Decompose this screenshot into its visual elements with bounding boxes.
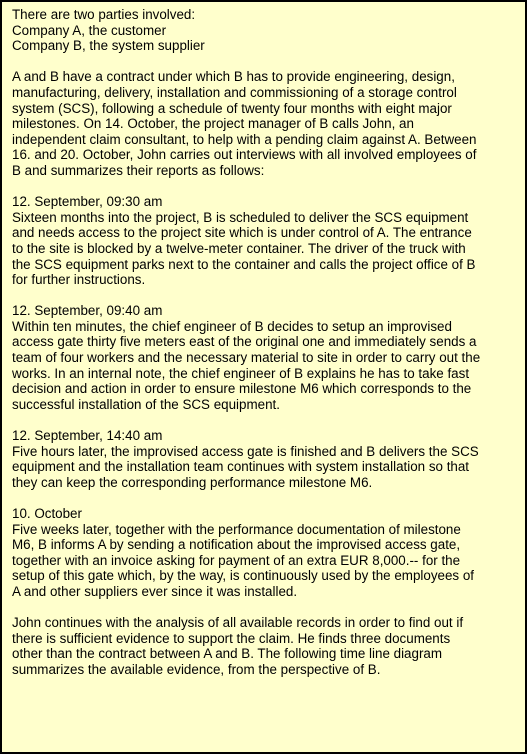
text-line: M6, B informs A by sending a notification about the improvised access gate, [12, 537, 461, 553]
text-line: A and B have a contract under which B has to provide engineering, design, [12, 69, 455, 85]
text-line: A and other suppliers ever since it was installed. [12, 583, 298, 599]
text-line: for further instructions. [12, 272, 146, 288]
text-line: they can keep the corresponding performance milestone M6. [12, 474, 373, 490]
text-line: system (SCS), following a schedule of twenty four months with eight major [12, 100, 452, 116]
text-line: and needs access to the project site which is under control of A. The entrance [12, 225, 472, 241]
text-line: access gate thirty five meters east of the original one and immediately sends a [12, 334, 477, 350]
paragraph-event-1 [12, 194, 519, 288]
paragraph-event-3 [12, 428, 519, 490]
text-line: decision and action in order to ensure milestone M6 which corresponds to the [12, 381, 472, 397]
text-line: summarizes the available evidence, from the perspective of B. [12, 661, 381, 677]
text-line: Within ten minutes, the chief engineer of B decides to setup an improvised [12, 318, 452, 334]
text-line: B and summarizes their reports as follows: [12, 162, 265, 178]
text-line: Five hours later, the improvised access gate is finished and B delivers the SCS [12, 443, 479, 459]
text-line: successful installation of the SCS equipment. [12, 396, 280, 412]
text-line: team of four workers and the necessary material to site in order to carry out the [12, 350, 481, 366]
paragraph-event-2 [12, 303, 519, 412]
text-line: There are two parties involved: [12, 7, 196, 22]
text-line: Company A, the customer [12, 22, 167, 38]
event-heading: 12. September, 09:40 am [12, 303, 163, 319]
event-heading: 12. September, 14:40 am [12, 428, 163, 444]
text-line: Sixteen months into the project, B is scheduled to deliver the SCS equipment [12, 209, 469, 225]
text-line: milestones. On 14. October, the project manager of B calls John, an [12, 116, 414, 132]
paragraph-event-4 [12, 506, 519, 600]
case-text [12, 7, 519, 678]
text-line: Five weeks later, together with the performance documentation of milestone [12, 521, 461, 537]
text-line: other than the contract between A and B. The following time line diagram [12, 646, 443, 662]
text-line: equipment and the installation team continues with system installation so that [12, 459, 470, 475]
text-line: independent claim consultant, to help with a pending claim against A. Between [12, 131, 477, 147]
text-line: John continues with the analysis of all available records in order to find out if [12, 615, 464, 631]
paragraph-parties [12, 7, 519, 54]
text-line: setup of this gate which, by the way, is continuously used by the employees of [12, 568, 474, 584]
event-heading: 10. October [12, 506, 82, 521]
text-line: there is sufficient evidence to support the claim. He finds three documents [12, 630, 451, 646]
text-line: 16. and 20. October, John carries out interviews with all involved employees of [12, 147, 477, 163]
paragraph-intro [12, 69, 519, 178]
text-line: manufacturing, delivery, installation and commissioning of a storage control [12, 84, 457, 100]
paragraph-conclusion [12, 615, 519, 677]
text-line: together with an invoice asking for payment of an extra EUR 8,000.-- for the [12, 552, 461, 568]
event-heading: 12. September, 09:30 am [12, 194, 163, 210]
text-line: to the site is blocked by a twelve-meter container. The driver of the truck with [12, 240, 466, 256]
text-line: works. In an internal note, the chief engineer of B explains he has to take fast [12, 365, 470, 381]
text-line: the SCS equipment parks next to the container and calls the project office of B [12, 256, 476, 272]
text-line: Company B, the system supplier [12, 38, 205, 54]
